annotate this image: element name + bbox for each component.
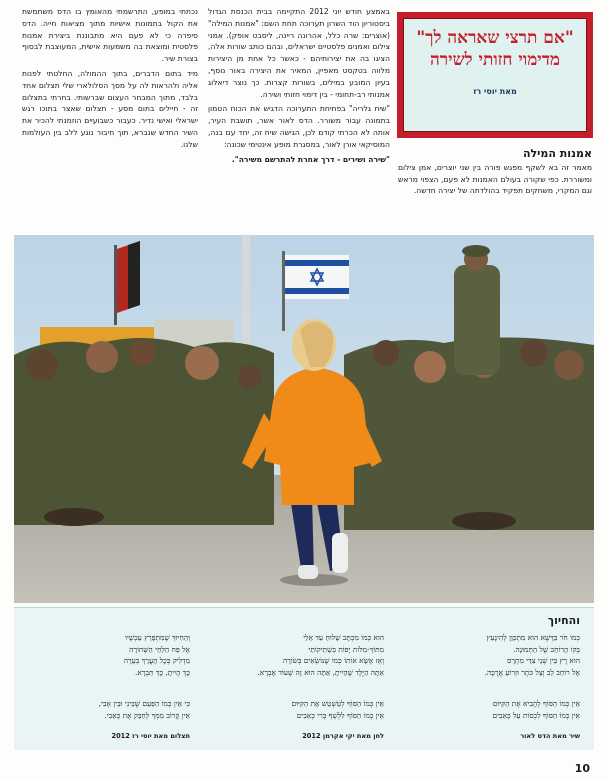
poem-line: כִּי אֵין כְּמוֹ הַפַּעַם שֶׁבֵּינִי וּבֵין אָבִי, [98,699,190,708]
article-column-middle [208,6,390,168]
article-paragraph: מאמר זה בא לשקף מפגש פורה בין שני יוצרים, אמן צילום ומשוררת. כפי שקורה בעולם האמנות לא פעם, הצפוי מראש וגם המקרי, משחקים תפקיד בהולדתה של יצירה חדשה. [398,162,592,196]
poem-line: וְאָז אֶשָּׂא אוֹתוֹ כְּמוֹ שֶׁנּוֹשְׂאִים בְּשׂוֹרָה [282,656,384,666]
poem-stanza [400,632,580,678]
poem-refrain [20,698,190,721]
article-paragraph: "שיח גלריה" בפתיחת התערוכה הדגיש את הכוח הטמון בתמונה עבור משורר. הדס לאור אשר, תושבת העיר, אותה לא הכרתי קודם לכן, הגישה שיח זה, יחד עם בנה, המוסיקאי אורן לאור, במסגרת מופע אינטימי שכונה: [208,104,390,149]
poem-box [14,607,594,750]
flag-icon [285,255,349,299]
poem-refrain [204,698,384,721]
poem-stanza [204,632,384,678]
poem-line: בְּקוֹ הָרוֹחַב שֶׁל הַתְּמוּנָה. [513,644,580,654]
poem-line: הוּא רֶץ בֵּין שְׁנֵי צִדֵּי מִתְרָס [507,656,580,666]
poem-line: אֵין כְּמוֹ הַסּוֹף לִכְסוֹת עַל כְּאֵבִים [492,710,580,720]
article-paragraph: מיד בתום הדברים, בתוך ההמולה, החלטתי לפנות אליה ולהראות לה על מסך הסלולארי שלי תצלום אחד בלבד, מתוך המבחר העצום שברשותי. בחרתי בתצלום זה - חיילים בתום מסע - תצלום שאצר בתוכו רגש ישראלי ואישי נדיר. כעבור כשבועיים הוזמנתי להכיר את השיר החדש שנברא, תוך חיבור נוגע ללב בין העולמות שלנו. [22,68,198,149]
section-heading: אמנות המילה [522,147,592,160]
poem-credit: לחן מאת יקי אקרמן 2012 [302,732,384,740]
article-title: "אם תרצי שאראה לך" [416,28,574,48]
poem-title: והחיוך [547,614,580,627]
poem-line: כְּמוֹ חֹר בַּדֶּשֶׁא הוּא מִתְכַּוֵּן לְהִינָעֵץ [486,633,580,642]
article-paragraph: נכתתי במופע, התרשמתי מהאומץ בו הדס משתמשת את הקול בתמונות אישיות מתוך מציאות חייה. הדס סיפרה כי לא פעם היא מתבוננת ביצירת אמנות פלסטית ומוצאת בה משמעות אישית, המעוצבת לבסוף בצורת שיר. [22,7,198,64]
photo-illustration [14,235,594,603]
soldiers-child-photo [14,235,594,603]
poem-line: אֶל רוֹחַב לֵב וְצֵל כֹּתֶר וּזְרוֹעַ אֲרֻכָּה. [484,667,580,677]
poem-line: אֵין כְּמוֹ הַסּוֹף לְטַשְׁטֵשׁ אֶת הַקִּיּוּם [291,699,384,708]
article-column-right [398,148,592,197]
poem-refrain [400,698,580,721]
poem-credit: תצלום מאת יוסי רז 2012 [111,732,190,740]
article-paragraph: באמצע חודש יוני 2012 התקיימה בבית הכנסת הגדול ביסטוריון הוד השרון תערוכה תחת השם: "אמנות המילה" (אוצרים: שרה כלל, אהרונה ריינה, ליסבט אופק). אמני צילום ואמנים פלסטיים ישראלים, ובהם כותב שורות אלה, הציגו בה את יצירותיהם - כאשר כל אחת מן היצירות מלווה בטקסט מאפיין, המאיר את היצירה באור נוסף, בעיון המובע במילים, בשורות קצרות. כך נוצר דיאלוג אמנותי רב-תחומי - בין דימוי חזותי ושירה. [208,7,390,99]
page-number: 10 [574,762,590,775]
event-title-quote: "שירה ושירים - דרך אחרת להתרשם משירה". [231,154,390,164]
article-subtitle: מדימוי חזותי לשירה [430,50,560,70]
poem-line: אֵין קָרוֹב מִמְּךָ לְחַבֵּק אֶת כְּאֵבִי. [104,710,190,720]
poem-line: כָּךְ הָיִיתָ, כָּךְ תִּבְרָא. [134,667,190,677]
poem-line: אֶל פַּח הַלַּחַי הַשְּׁחוֹרָה [129,644,190,654]
poem-line: אֵין כְּמוֹ הַסּוֹף לְהָבִיא אֶת הַקִּיּוּם [492,699,580,708]
poem-line: וְהַחִיּוּךְ שֶׁמִּתְפָּרֵץ עַכְשָׁיו [124,633,190,642]
title-inner-panel [403,18,587,132]
poem-stanza [20,632,190,678]
poem-line: הוּא כְּמוֹ מִכְתָּב שָׁלוּחַ עַד אֵלַי [303,633,384,642]
article-column-left [22,6,198,154]
poem-line: מִתּוֹךְ-מִלּוֹת יָפוֹת בִּשְׁתִיקוֹתַי [308,644,384,654]
article-title-box [397,12,593,138]
poem-line: מַדְלִיק בְּכָל הָעֲרָךְ בְּעֵרָה [123,656,190,666]
poem-line: אַתָּה הַיֶּלֶד שֶׁהָיִיתָ, אַתָּה הוּא זֶה שֶׁעוֹד אֶבְרָא. [257,667,384,677]
poem-line: אֵין כְּמוֹ הַסּוֹף לִלְשֵׁף בְּרִי כְּאֵבִים [296,710,384,720]
article-author: מאת יוסי רז [473,87,517,96]
poem-credit: שיר מאת הדס לאור [520,732,580,740]
